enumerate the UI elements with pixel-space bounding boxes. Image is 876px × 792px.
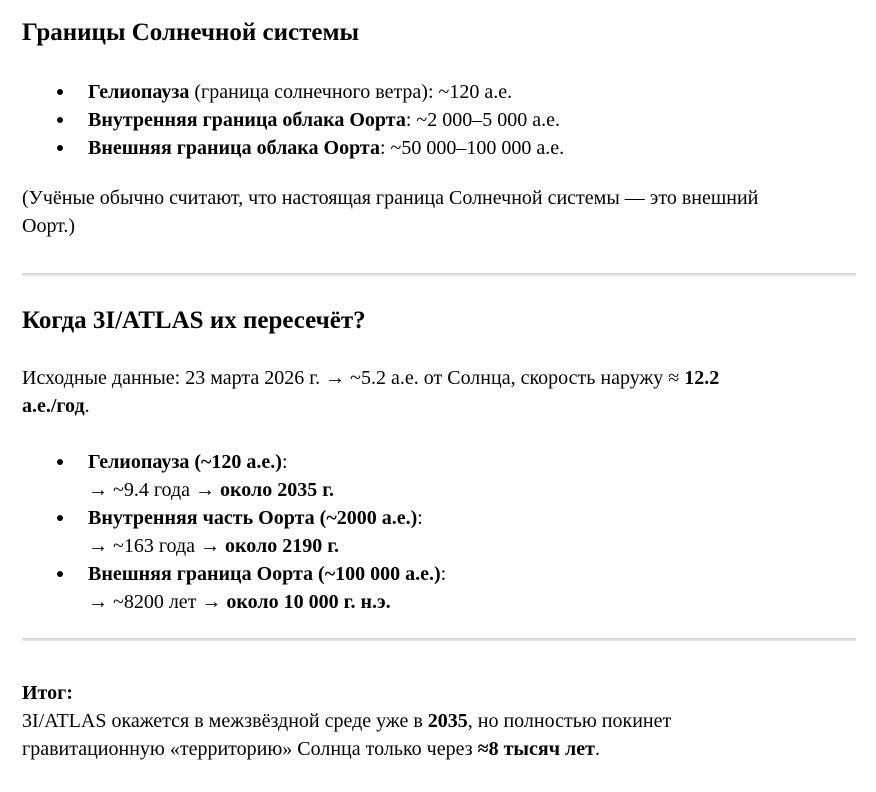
summary-duration-bold: ≈8 тысяч лет (477, 738, 595, 760)
crossing-result: около 10 000 г. н.э. (226, 591, 391, 613)
boundary-term: Гелиопауза (88, 81, 190, 103)
bullet-icon (57, 459, 63, 465)
bullet-icon (57, 571, 63, 577)
list-item-inner-oort (88, 106, 856, 134)
summary-line1: 3I/ATLAS окажется в межзвёздной среде уже в (22, 710, 428, 732)
summary-paragraph (22, 679, 856, 763)
summary-year-bold: 2035 (427, 710, 468, 732)
list-item-heliopause (88, 78, 856, 106)
crossing-title: Внешняя граница Оорта (~100 000 а.е.) (88, 563, 441, 585)
crossing-colon: : (440, 563, 447, 585)
crossing-list (22, 448, 856, 616)
bullet-icon (57, 117, 63, 123)
section-divider-1 (22, 273, 856, 276)
bullet-icon (57, 515, 63, 521)
boundary-term: Внешняя граница облака Оорта (88, 137, 380, 159)
note-paragraph (22, 184, 856, 240)
crossing-time: → ~8200 лет → (88, 591, 227, 613)
intro-speed-bold: 12.2 (684, 367, 720, 389)
crossing-title: Гелиопауза (~120 а.е.) (88, 451, 282, 473)
intro-period: . (84, 395, 90, 417)
intro-unit-bold: а.е./год (22, 395, 85, 417)
summary-period: . (594, 738, 600, 760)
crossing-time: → ~163 года → (88, 535, 226, 557)
boundary-term: Внутренняя граница облака Оорта (88, 109, 406, 131)
document (0, 18, 876, 763)
boundary-value: : ~2 000–5 000 а.е. (405, 109, 560, 131)
crossing-result: около 2190 г. (225, 535, 340, 557)
crossing-colon: : (281, 451, 288, 473)
list-item-inner-oort-crossing (88, 504, 856, 560)
note-line1: (Учёные обычно считают, что настоящая граница Солнечной системы — это внешний (22, 187, 759, 209)
intro-regular: Исходные данные: 23 марта 2026 г. → ~5.2 а.е. от Солнца, скорость наружу ≈ (22, 367, 685, 389)
summary-label: Итог: (22, 682, 73, 704)
summary-line2: гравитационную «территорию» Солнца только через (22, 738, 478, 760)
crossing-result: около 2035 г. (220, 479, 335, 501)
boundaries-list (22, 78, 856, 162)
list-item-outer-oort (88, 134, 856, 162)
section1-heading: Границы Солнечной системы (22, 19, 360, 46)
bullet-icon (57, 145, 63, 151)
boundary-value: (граница солнечного ветра): ~120 а.е. (189, 81, 513, 103)
note-line2: Оорт.) (22, 215, 76, 237)
crossing-time: → ~9.4 года → (88, 479, 221, 501)
list-item-outer-oort-crossing (88, 560, 856, 616)
list-item-heliopause-crossing (88, 448, 856, 504)
section2-heading: Когда 3I/ATLAS их пересечёт? (22, 307, 366, 334)
crossing-title: Внутренняя часть Оорта (~2000 а.е.) (88, 507, 418, 529)
bullet-icon (57, 89, 63, 95)
boundary-value: : ~50 000–100 000 а.е. (380, 137, 565, 159)
section-divider-2 (22, 638, 856, 641)
page (0, 18, 876, 792)
crossing-colon: : (417, 507, 423, 529)
summary-line1-tail: , но полностью покинет (467, 710, 672, 732)
intro-paragraph (22, 364, 856, 420)
